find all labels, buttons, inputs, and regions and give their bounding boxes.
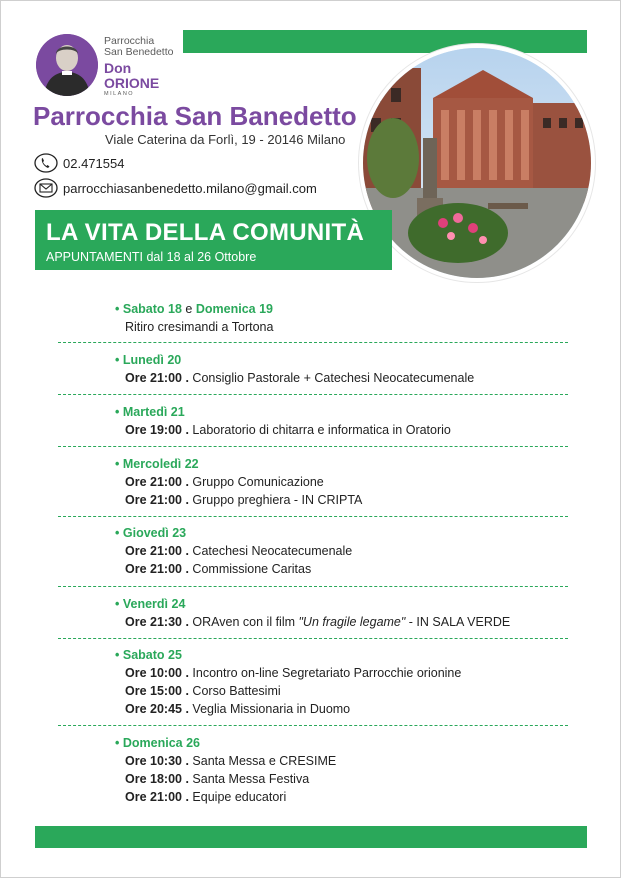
event-time: Ore 21:00 . (125, 562, 189, 576)
separator (58, 516, 568, 517)
separator (58, 586, 568, 587)
phone-icon (33, 153, 59, 173)
top-green-bar (183, 30, 587, 53)
event-day: Sabato 18 (122, 302, 182, 316)
separator (58, 725, 568, 726)
event-mercoledi: • Mercoledì 22 Ore 21:00 . Gruppo Comunicazione Ore 21:00 . Gruppo preghiera - IN CRIPTA (115, 457, 363, 507)
banner-subtitle: APPUNTAMENTI dal 18 al 26 Ottobre (46, 250, 257, 264)
parish-name: Parrocchia San Banedetto (33, 101, 357, 131)
event-text: Catechesi Neocatecumenale (192, 544, 353, 558)
event-martedi: • Martedì 21 Ore 19:00 . Laboratorio di chitarra e informatica in Oratorio (115, 405, 451, 437)
event-time: Ore 15:00 . (125, 684, 189, 698)
event-text-post: - IN SALA VERDE (405, 615, 511, 629)
event-time: Ore 21:00 . (125, 544, 189, 558)
email-row[interactable] (33, 178, 317, 198)
event-day-join: e (185, 302, 193, 316)
logo-city: MILANO (104, 91, 135, 98)
event-text: Commissione Caritas (192, 562, 312, 576)
event-domenica: • Domenica 26 Ore 10:30 . Santa Messa e CRESIME Ore 18:00 . Santa Messa Festiva Ore 21:00 . Equipe educatori (115, 736, 337, 804)
event-text: Santa Messa e CRESIME (192, 754, 337, 768)
logo-line1: Parrocchia (104, 35, 155, 47)
event-text: Laboratorio di chitarra e informatica in Oratorio (192, 423, 451, 437)
event-text: Veglia Missionaria in Duomo (192, 702, 351, 716)
event-day: Domenica 26 (122, 736, 200, 750)
event-sab-dom (115, 300, 273, 336)
separator (58, 342, 568, 343)
separator (58, 638, 568, 639)
bullet: • (115, 302, 120, 316)
event-time: Ore 21:00 . (125, 493, 189, 507)
church-photo (359, 44, 595, 282)
event-time: Ore 21:00 . (125, 790, 189, 804)
parish-address: Viale Caterina da Forlì, 19 - 20146 Milano (105, 132, 346, 147)
phone-number[interactable]: 02.471554 (63, 155, 125, 171)
event-text-pre: ORAven con il film (192, 615, 299, 629)
event-day: Venerdì 24 (122, 597, 186, 611)
logo-brand2: ORIONE (104, 74, 160, 91)
don-orione-logo (36, 34, 98, 96)
event-text: Consiglio Pastorale + Catechesi Neocatecumenale (192, 371, 475, 385)
event-day: Mercoledì 22 (122, 457, 199, 471)
event-day: Sabato 25 (122, 648, 182, 662)
email-address[interactable]: parrocchiasanbenedetto.milano@gmail.com (63, 180, 317, 196)
event-giovedi: • Giovedì 23 Ore 21:00 . Catechesi Neocatecumenale Ore 21:00 . Commissione Caritas (115, 526, 353, 576)
event-time: Ore 18:00 . (125, 772, 189, 786)
event-time: Ore 20:45 . (125, 702, 189, 716)
event-time: Ore 21:30 . (125, 615, 189, 629)
event-day: Lunedì 20 (122, 353, 182, 367)
logo-text (104, 36, 173, 98)
event-text: Santa Messa Festiva (192, 772, 310, 786)
event-time: Ore 21:00 . (125, 371, 189, 385)
event-day: Giovedì 23 (122, 526, 187, 540)
event-sabato: • Sabato 25 Ore 10:00 . Incontro on-line Segretariato Parrocchie orionine Ore 15:00 . Corso Battesimi Ore 20:45 . Veglia Missionaria in Duomo (115, 648, 462, 716)
event-text: Ritiro cresimandi a Tortona (125, 320, 274, 334)
event-text: Incontro on-line Segretariato Parrocchie orionine (192, 666, 462, 680)
bottom-green-bar (35, 826, 587, 848)
logo-brand1: Don (104, 60, 132, 77)
email-icon (33, 178, 59, 198)
event-venerdi: • Venerdì 24 Ore 21:30 . ORAven con il film "Un fragile legame" - IN SALA VERDE (115, 597, 511, 629)
event-time: Ore 10:00 . (125, 666, 189, 680)
event-text: Gruppo preghiera - IN CRIPTA (192, 493, 363, 507)
event-time: Ore 21:00 . (125, 475, 189, 489)
separator (58, 446, 568, 447)
event-text: Equipe educatori (192, 790, 287, 804)
banner-title: LA VITA DELLA COMUNITÀ (46, 219, 365, 246)
event-time: Ore 10:30 . (125, 754, 189, 768)
phone-row[interactable] (33, 153, 124, 173)
logo-line2: San Benedetto (104, 46, 174, 59)
event-time: Ore 19:00 . (125, 423, 189, 437)
event-day: Martedì 21 (122, 405, 185, 419)
event-film-title: "Un fragile legame" (298, 615, 406, 629)
event-day2: Domenica 19 (195, 302, 273, 316)
event-text: Corso Battesimi (192, 684, 281, 698)
event-text: Gruppo Comunicazione (192, 475, 324, 489)
separator (58, 394, 568, 395)
event-lunedi: • Lunedì 20 Ore 21:00 . Consiglio Pastorale + Catechesi Neocatecumenale (115, 353, 475, 385)
